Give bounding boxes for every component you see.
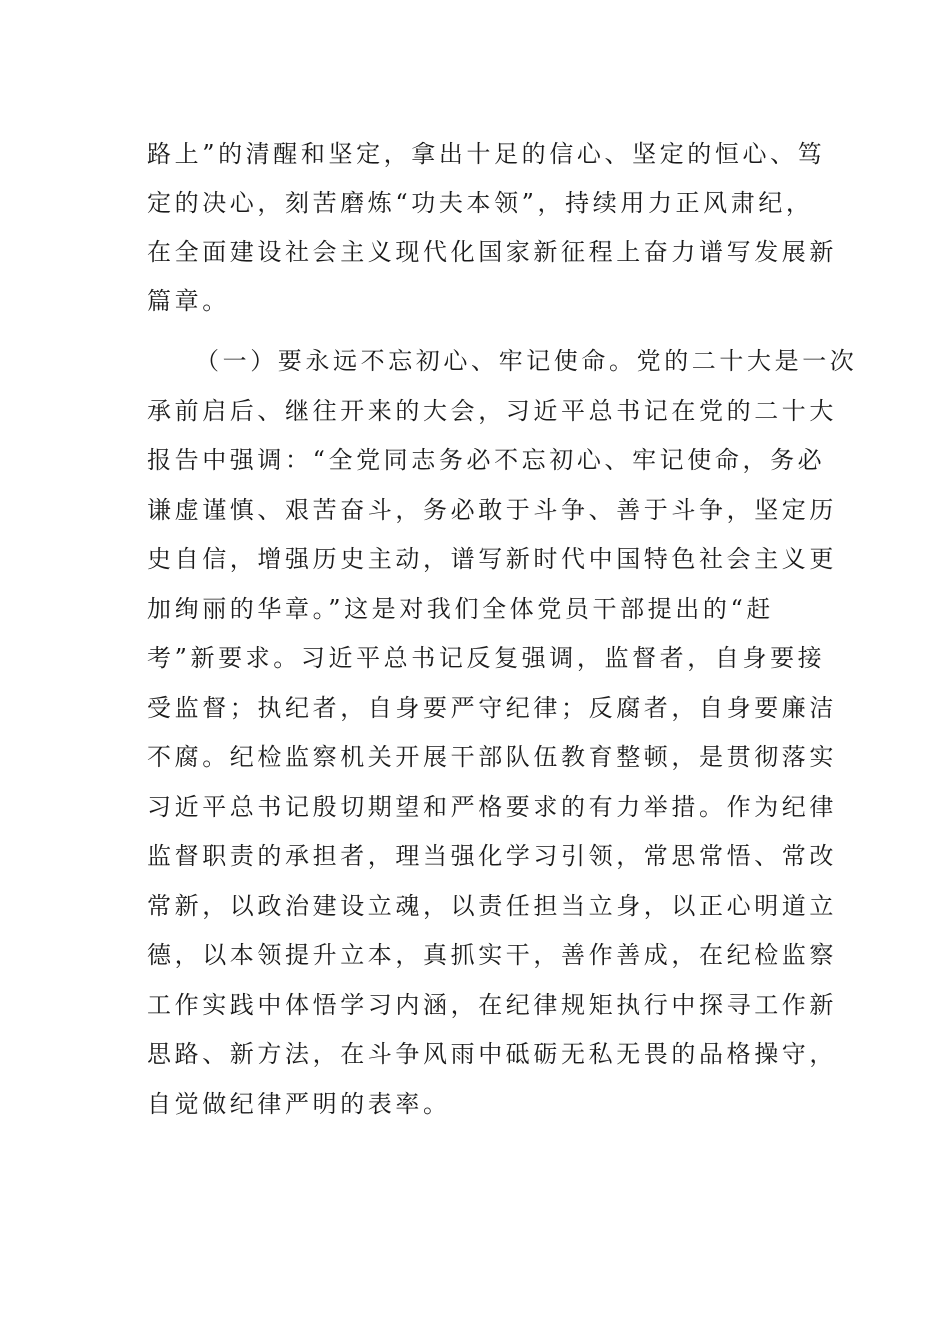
paragraph-2-line-1: （一）要永远不忘初心、牢记使命。党的二十大是一次 [195,347,858,375]
paragraph-2-line-12: 常新，以政治建设立魂，以责任担当立身，以正心明道立 [147,892,837,920]
paragraph-1-line-2: 定的决心，刻苦磨炼“功夫本领”，持续用力正风肃纪， [147,189,814,217]
paragraph-2-line-15: 思路、新方法，在斗争风雨中砥砺无私无畏的品格操守， [147,1040,837,1068]
paragraph-1-line-3: 在全面建设社会主义现代化国家新征程上奋力谱写发展新 [147,238,837,266]
paragraph-2-line-9: 不腐。纪检监察机关开展干部队伍教育整顿，是贯彻落实 [147,743,837,771]
paragraph-2-line-4: 谦虚谨慎、艰苦奋斗，务必敢于斗争、善于斗争，坚定历 [147,496,837,524]
paragraph-2-line-14: 工作实践中体悟学习内涵，在纪律规矩执行中探寻工作新 [147,991,837,1019]
paragraph-1-line-1: 路上”的清醒和坚定，拿出十足的信心、坚定的恒心、笃 [147,140,826,168]
paragraph-2-line-11: 监督职责的承担者，理当强化学习引领，常思常悟、常改 [147,842,837,870]
paragraph-2-line-16: 自觉做纪律严明的表率。 [147,1090,451,1118]
paragraph-2-line-7: 考”新要求。习近平总书记反复强调，监督者，自身要接 [147,644,826,672]
paragraph-2-line-2: 承前启后、继往开来的大会，习近平总书记在党的二十大 [147,397,837,425]
paragraph-2-line-3: 报告中强调：“全党同志务必不忘初心、牢记使命，务必 [147,446,826,474]
paragraph-2-line-5: 史自信，增强历史主动，谱写新时代中国特色社会主义更 [147,545,837,573]
paragraph-2-line-8: 受监督；执纪者，自身要严守纪律；反腐者，自身要廉洁 [147,694,837,722]
paragraph-2-line-13: 德，以本领提升立本，真抓实干，善作善成，在纪检监察 [147,941,837,969]
paragraph-1-line-4: 篇章。 [147,287,230,315]
paragraph-2-line-10: 习近平总书记殷切期望和严格要求的有力举措。作为纪律 [147,793,837,821]
paragraph-2-line-6: 加绚丽的华章。”这是对我们全体党员干部提出的“赶 [147,595,774,623]
